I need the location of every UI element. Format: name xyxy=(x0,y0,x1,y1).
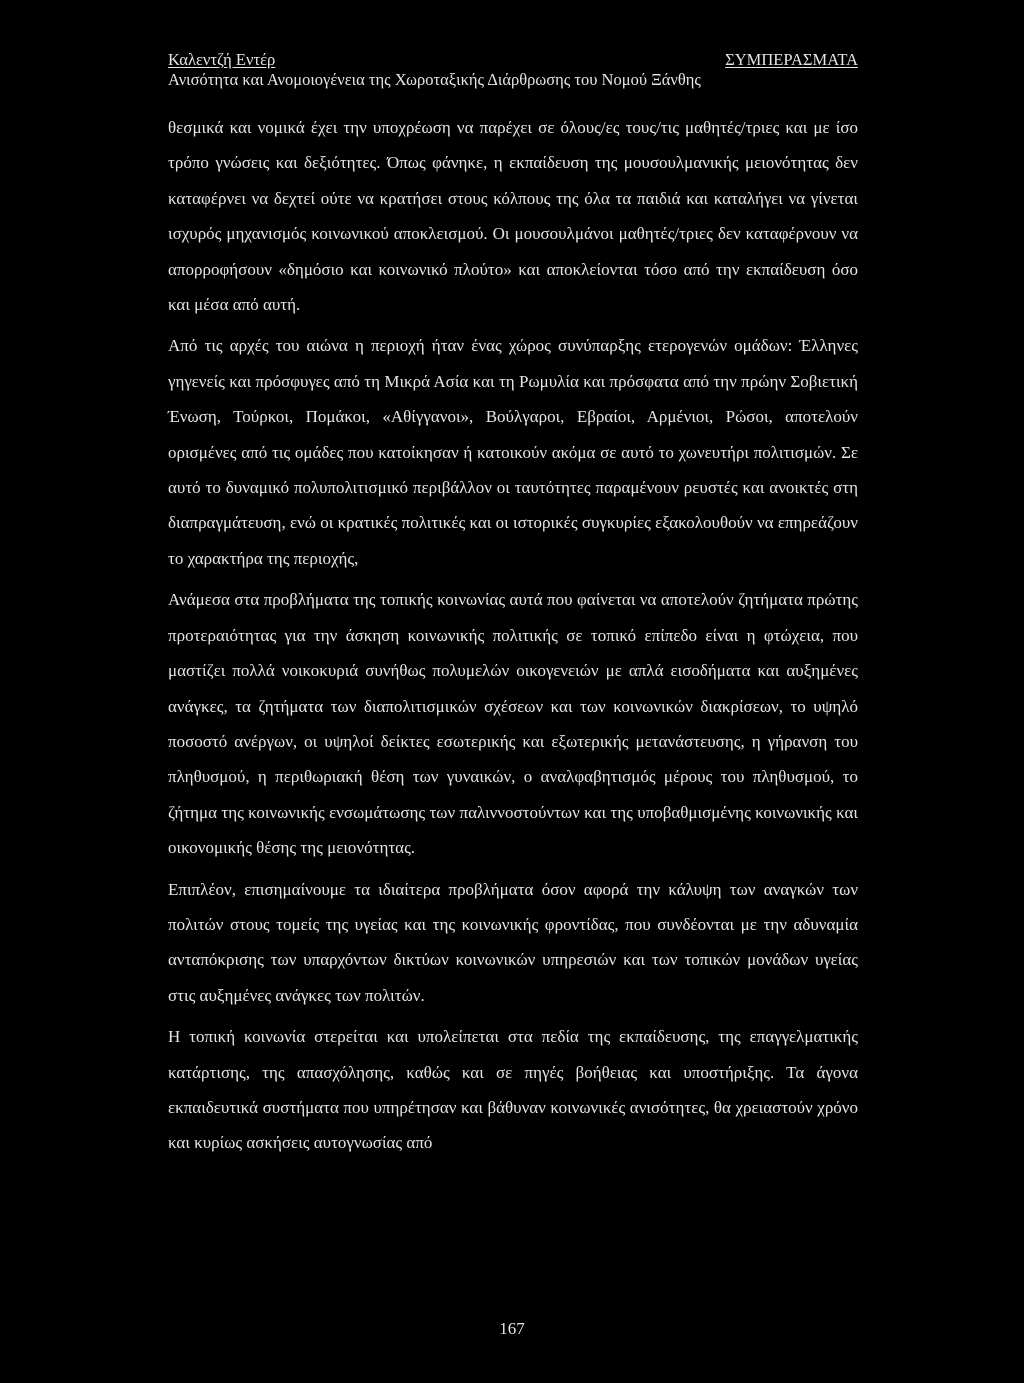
paragraph: Η τοπική κοινωνία στερείται και υπολείπεται στα πεδία της εκπαίδευσης, της επαγγελματικής κατάρτισης, της απασχόλησης, καθώς και σε πηγές βοήθειας και υποστήριξης. Τα άγονα εκπαιδευτικά συστήματα που υπηρέτησαν και βάθυναν κοινωνικές ανισότητες, θα χρειαστούν χρόνο και κυρίως ασκήσεις αυτογνωσίας από xyxy=(168,1027,858,1153)
paragraph: Ανάμεσα στα προβλήματα της τοπικής κοινωνίας αυτά που φαίνεται να αποτελούν ζητήματα πρώτης προτεραιότητας για την άσκηση κοινωνικής πολιτικής σε τοπικό επίπεδο είναι η φτώχεια, που μαστίζει πολλά νοικοκυριά συνήθως πολυμελών οικογενειών με απλά εισοδήματα και αυξημένες ανάγκες, τα ζητήματα των διαπολιτισμικών σχέσεων και των κοινωνικών διακρίσεων, το υψηλό ποσοστό ανέργων, οι υψηλοί δείκτες εσωτερικής και εξωτερικής μετανάστευσης, η γήρανση του πληθυσμού, η περιθωριακή θέση των γυναικών, ο αναλφαβητισμός μέρους του πληθυσμού, το ζήτημα της κοινωνικής ενσωμάτωσης των παλιννοστούντων και της υποβαθμισμένης κοινωνικής και οικονομικής θέσης της μειονότητας. xyxy=(168,590,858,858)
paragraph: Από τις αρχές του αιώνα η περιοχή ήταν ένας χώρος συνύπαρξης ετερογενών ομάδων: Έλληνες γηγενείς και πρόσφυγες από τη Μικρά Ασία και τη Ρωμυλία και πρόσφατα από την πρώην Σοβιετική Ένωση, Τούρκοι, Πομάκοι, «Αθίγγανοι», Βούλγαροι, Εβραίοι, Αρμένιοι, Ρώσοι, αποτελούν ορισμένες από τις ομάδες που κατοίκησαν ή κατοικούν ακόμα σε αυτό το χωνευτήρι πολιτισμών. Σε αυτό το δυναμικό πολυπολιτισμικό περιβάλλον οι ταυτότητες παραμένουν ρευστές και ανοικτές στη διαπραγμάτευση, ενώ οι κρατικές πολιτικές και οι ιστορικές συγκυρίες εξακολουθούν να επηρεάζουν το χαρακτήρα της περιοχής, xyxy=(168,336,858,568)
paragraph: Επιπλέον, επισημαίνουμε τα ιδιαίτερα προβλήματα όσον αφορά την κάλυψη των αναγκών των πολιτών στους τομείς της υγείας και της κοινωνικής φροντίδας, που συνδέονται με την αδυναμία ανταπόκρισης των υπαρχόντων δικτύων κοινωνικών υπηρεσιών και των τοπικών μονάδων υγείας στις αυξημένες ανάγκες των πολιτών. xyxy=(168,879,858,1005)
page-number: 167 xyxy=(499,1319,525,1338)
paragraph: θεσμικά και νομικά έχει την υποχρέωση να παρέχει σε όλους/ες τους/τις μαθητές/τριες και με ίσο τρόπο γνώσεις και δεξιότητες. Όπως φάνηκε, η εκπαίδευση της μουσουλμανικής μειονότητας δεν καταφέρνει να δεχτεί ούτε να κρατήσει στους κόλπους της όλα τα παιδιά και καταλήγει να γίνεται ισχυρός μηχανισμός κοινωνικού αποκλεισμού. Οι μουσουλμάνοι μαθητές/τριες δεν καταφέρνουν να απορροφήσουν «δημόσιο και κοινωνικό πλούτο» και αποκλείονται τόσο από την εκπαίδευση όσο και μέσα από αυτή. xyxy=(168,118,858,315)
header-section-title: ΣΥΜΠΕΡΑΣΜΑΤΑ xyxy=(725,50,858,69)
header-author: Καλεντζή Εντέρ xyxy=(168,50,276,69)
header-top-row xyxy=(168,50,858,70)
header-subtitle: Ανισότητα και Ανομοιογένεια της Χωροταξικής Διάρθρωσης του Νομού Ξάνθης xyxy=(168,70,701,89)
body-text xyxy=(168,110,858,1161)
running-header xyxy=(168,50,858,90)
